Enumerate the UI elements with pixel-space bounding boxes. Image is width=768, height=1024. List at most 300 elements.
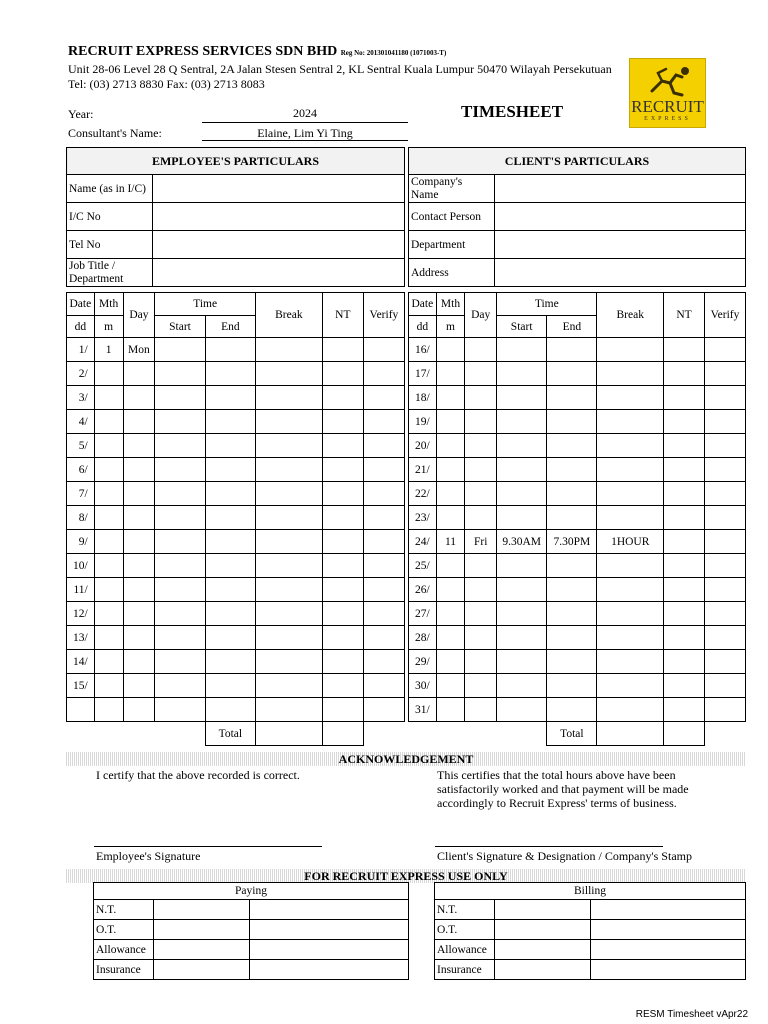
start-time-cell[interactable] — [155, 362, 205, 386]
ack-employee-text: I certify that the above recorded is correct. — [96, 768, 300, 782]
end-time-cell[interactable] — [547, 386, 597, 410]
nt-cell[interactable] — [322, 674, 363, 698]
paying-row-label: Allowance — [94, 940, 154, 960]
nt-cell[interactable] — [322, 602, 363, 626]
verify-cell[interactable] — [363, 650, 404, 674]
verify-cell[interactable] — [705, 458, 746, 482]
start-time-cell[interactable] — [497, 626, 547, 650]
verify-cell[interactable] — [705, 698, 746, 722]
weekday-cell[interactable] — [123, 458, 155, 482]
verify-cell[interactable] — [363, 338, 404, 362]
weekday-cell[interactable] — [465, 602, 497, 626]
start-time-cell[interactable] — [497, 698, 547, 722]
end-time-cell[interactable] — [205, 602, 255, 626]
break-cell[interactable] — [256, 458, 323, 482]
end-time-cell[interactable] — [205, 626, 255, 650]
weekday-cell[interactable] — [123, 674, 155, 698]
total-nt-cell[interactable] — [322, 722, 363, 746]
end-time-cell[interactable] — [205, 458, 255, 482]
billing-row-label: Insurance — [435, 960, 495, 980]
weekday-cell[interactable] — [465, 578, 497, 602]
verify-cell[interactable] — [363, 554, 404, 578]
end-time-cell[interactable] — [205, 650, 255, 674]
month-cell[interactable] — [94, 482, 123, 506]
right-col-break: Break — [597, 293, 664, 338]
start-time-cell[interactable] — [155, 338, 205, 362]
page-title: TIMESHEET — [461, 102, 564, 121]
table-row — [67, 506, 405, 530]
nt-cell[interactable] — [664, 506, 705, 530]
end-time-cell[interactable] — [547, 626, 597, 650]
weekday-cell[interactable] — [123, 602, 155, 626]
nt-cell[interactable] — [664, 578, 705, 602]
end-time-cell[interactable]: 7.30PM — [547, 530, 597, 554]
break-cell[interactable] — [597, 578, 664, 602]
table-row — [409, 506, 746, 530]
billing-cell[interactable] — [591, 900, 746, 920]
month-cell[interactable]: 1 — [94, 338, 123, 362]
start-time-cell[interactable] — [497, 650, 547, 674]
nt-cell[interactable] — [322, 434, 363, 458]
end-time-cell[interactable] — [547, 482, 597, 506]
left-col-time: Time — [155, 293, 256, 316]
verify-cell[interactable] — [363, 698, 404, 722]
verify-cell[interactable] — [705, 626, 746, 650]
end-time-cell[interactable] — [547, 506, 597, 530]
break-cell[interactable] — [256, 554, 323, 578]
nt-cell[interactable] — [322, 338, 363, 362]
end-time-cell[interactable] — [205, 338, 255, 362]
start-time-cell[interactable] — [497, 674, 547, 698]
end-time-cell[interactable] — [547, 650, 597, 674]
end-time-cell[interactable] — [547, 458, 597, 482]
weekday-cell[interactable] — [465, 386, 497, 410]
client-department-cell[interactable] — [495, 231, 746, 259]
nt-cell[interactable] — [664, 554, 705, 578]
weekday-cell[interactable]: Fri — [465, 530, 497, 554]
end-time-cell[interactable] — [205, 554, 255, 578]
month-cell[interactable] — [94, 602, 123, 626]
nt-cell[interactable] — [664, 602, 705, 626]
month-cell[interactable] — [436, 506, 465, 530]
company-address: Unit 28-06 Level 28 Q Sentral, 2A Jalan Stesen Sentral 2, KL Sentral Kuala Lumpur 50470 Wilayah Persekutuan — [68, 62, 612, 76]
client-contact-cell[interactable] — [495, 203, 746, 231]
office-bar — [66, 869, 746, 883]
start-time-cell[interactable] — [155, 482, 205, 506]
weekday-cell[interactable] — [123, 410, 155, 434]
weekday-cell[interactable] — [123, 650, 155, 674]
employee-signature-line[interactable] — [94, 846, 322, 847]
total-break-cell[interactable] — [597, 722, 664, 746]
nt-cell[interactable] — [664, 530, 705, 554]
weekday-cell[interactable] — [465, 506, 497, 530]
nt-cell[interactable] — [322, 386, 363, 410]
month-cell[interactable] — [436, 602, 465, 626]
company-name — [68, 44, 446, 60]
nt-cell[interactable] — [664, 362, 705, 386]
weekday-cell[interactable] — [123, 362, 155, 386]
break-cell[interactable] — [256, 602, 323, 626]
break-cell[interactable] — [256, 626, 323, 650]
break-cell[interactable] — [597, 410, 664, 434]
verify-cell[interactable] — [363, 674, 404, 698]
month-cell[interactable] — [94, 386, 123, 410]
ack-bar — [66, 752, 746, 766]
paying-cell[interactable] — [250, 940, 409, 960]
end-time-cell[interactable] — [547, 602, 597, 626]
month-cell[interactable] — [436, 674, 465, 698]
break-cell[interactable] — [597, 458, 664, 482]
billing-cell[interactable] — [591, 940, 746, 960]
start-time-cell[interactable] — [155, 434, 205, 458]
table-row — [409, 698, 746, 722]
left-col-nt: NT — [322, 293, 363, 338]
start-time-cell[interactable] — [497, 554, 547, 578]
nt-cell[interactable] — [664, 410, 705, 434]
month-cell[interactable] — [94, 530, 123, 554]
table-row — [67, 578, 405, 602]
month-cell[interactable] — [436, 698, 465, 722]
start-time-cell[interactable] — [155, 650, 205, 674]
client-address-cell[interactable] — [495, 259, 746, 287]
billing-cell[interactable] — [495, 940, 591, 960]
weekday-cell[interactable] — [465, 698, 497, 722]
break-cell[interactable] — [597, 698, 664, 722]
day-number-cell: 16/ — [409, 338, 437, 362]
month-cell[interactable] — [436, 458, 465, 482]
weekday-cell[interactable] — [123, 554, 155, 578]
left-col-m: m — [94, 316, 123, 338]
break-cell[interactable] — [597, 506, 664, 530]
start-time-cell[interactable] — [155, 458, 205, 482]
start-time-cell[interactable] — [497, 338, 547, 362]
weekday-cell[interactable] — [465, 362, 497, 386]
break-cell[interactable] — [256, 674, 323, 698]
month-cell[interactable] — [436, 626, 465, 650]
start-time-cell[interactable] — [155, 674, 205, 698]
client-particulars-table — [408, 147, 746, 287]
start-time-cell[interactable] — [497, 362, 547, 386]
month-cell[interactable] — [94, 554, 123, 578]
day-number-cell: 26/ — [409, 578, 437, 602]
weekday-cell[interactable] — [123, 626, 155, 650]
end-time-cell[interactable] — [205, 578, 255, 602]
break-cell[interactable] — [597, 674, 664, 698]
nt-cell[interactable] — [664, 650, 705, 674]
start-time-cell[interactable] — [497, 482, 547, 506]
employee-job-cell[interactable] — [153, 259, 405, 287]
end-time-cell[interactable] — [547, 362, 597, 386]
month-cell[interactable] — [94, 650, 123, 674]
paying-cell[interactable] — [250, 960, 409, 980]
end-time-cell[interactable] — [547, 434, 597, 458]
break-cell[interactable] — [597, 338, 664, 362]
start-time-cell[interactable] — [155, 698, 205, 722]
consultant-underline — [202, 124, 408, 141]
start-time-cell[interactable] — [155, 530, 205, 554]
nt-cell[interactable] — [322, 362, 363, 386]
billing-cell[interactable] — [495, 960, 591, 980]
month-cell[interactable] — [94, 698, 123, 722]
day-number-cell: 24/ — [409, 530, 437, 554]
break-cell[interactable] — [256, 410, 323, 434]
break-cell[interactable] — [256, 698, 323, 722]
verify-cell[interactable] — [363, 410, 404, 434]
client-signature-line[interactable] — [435, 846, 663, 847]
break-cell[interactable] — [597, 386, 664, 410]
verify-cell[interactable] — [363, 482, 404, 506]
paying-cell[interactable] — [154, 900, 250, 920]
nt-cell[interactable] — [664, 458, 705, 482]
day-number-cell: 20/ — [409, 434, 437, 458]
break-cell[interactable] — [597, 362, 664, 386]
day-number-cell: 4/ — [67, 410, 95, 434]
left-col-date: Date — [67, 293, 95, 316]
verify-cell[interactable] — [705, 650, 746, 674]
nt-cell[interactable] — [322, 506, 363, 530]
end-time-cell[interactable] — [547, 338, 597, 362]
verify-cell[interactable] — [705, 506, 746, 530]
table-row — [409, 578, 746, 602]
nt-cell[interactable] — [664, 386, 705, 410]
weekday-cell[interactable] — [465, 410, 497, 434]
start-time-cell[interactable]: 9.30AM — [497, 530, 547, 554]
verify-cell[interactable] — [363, 434, 404, 458]
total-break-cell[interactable] — [256, 722, 323, 746]
consultant-value[interactable]: Elaine, Lim Yi Ting — [257, 126, 353, 140]
month-cell[interactable] — [436, 410, 465, 434]
month-cell[interactable] — [436, 338, 465, 362]
paying-cell[interactable] — [250, 920, 409, 940]
verify-cell[interactable] — [705, 410, 746, 434]
start-time-cell[interactable] — [497, 410, 547, 434]
weekday-cell[interactable]: Mon — [123, 338, 155, 362]
table-row — [67, 674, 405, 698]
start-time-cell[interactable] — [155, 386, 205, 410]
end-time-cell[interactable] — [205, 434, 255, 458]
month-cell[interactable] — [436, 578, 465, 602]
end-time-cell[interactable] — [205, 362, 255, 386]
end-time-cell[interactable] — [547, 578, 597, 602]
right-col-m: m — [436, 316, 465, 338]
billing-cell[interactable] — [591, 960, 746, 980]
start-time-cell[interactable] — [497, 434, 547, 458]
year-value[interactable]: 2024 — [293, 106, 317, 120]
weekday-cell[interactable] — [123, 434, 155, 458]
start-time-cell[interactable] — [155, 410, 205, 434]
billing-cell[interactable] — [495, 900, 591, 920]
weekday-cell[interactable] — [123, 386, 155, 410]
break-cell[interactable] — [597, 482, 664, 506]
month-cell[interactable] — [436, 386, 465, 410]
weekday-cell[interactable] — [465, 338, 497, 362]
paying-cell[interactable] — [154, 920, 250, 940]
month-cell[interactable] — [436, 434, 465, 458]
month-cell[interactable] — [436, 554, 465, 578]
verify-cell[interactable] — [705, 602, 746, 626]
paying-cell[interactable] — [250, 900, 409, 920]
nt-cell[interactable] — [322, 626, 363, 650]
client-company-cell[interactable] — [495, 175, 746, 203]
nt-cell[interactable] — [664, 434, 705, 458]
nt-cell[interactable] — [322, 530, 363, 554]
start-time-cell[interactable] — [155, 602, 205, 626]
start-time-cell[interactable] — [155, 554, 205, 578]
verify-cell[interactable] — [705, 362, 746, 386]
nt-cell[interactable] — [664, 674, 705, 698]
employee-name-cell[interactable] — [153, 175, 405, 203]
verify-cell[interactable] — [705, 554, 746, 578]
end-time-cell[interactable] — [205, 698, 255, 722]
verify-cell[interactable] — [363, 602, 404, 626]
table-row — [67, 650, 405, 674]
month-cell[interactable] — [94, 506, 123, 530]
weekday-cell[interactable] — [465, 650, 497, 674]
office-heading: FOR RECRUIT EXPRESS USE ONLY — [304, 869, 508, 883]
weekday-cell[interactable] — [465, 482, 497, 506]
billing-cell[interactable] — [495, 920, 591, 940]
break-cell[interactable] — [597, 650, 664, 674]
start-time-cell[interactable] — [497, 386, 547, 410]
employee-tel-cell[interactable] — [153, 231, 405, 259]
weekday-cell[interactable] — [465, 434, 497, 458]
verify-cell[interactable] — [363, 626, 404, 650]
month-cell[interactable] — [94, 674, 123, 698]
end-time-cell[interactable] — [205, 386, 255, 410]
start-time-cell[interactable] — [155, 506, 205, 530]
weekday-cell[interactable] — [465, 626, 497, 650]
end-time-cell[interactable] — [547, 554, 597, 578]
nt-cell[interactable] — [322, 554, 363, 578]
month-cell[interactable] — [436, 650, 465, 674]
month-cell[interactable] — [436, 482, 465, 506]
break-cell[interactable] — [597, 554, 664, 578]
nt-cell[interactable] — [322, 458, 363, 482]
nt-cell[interactable] — [664, 626, 705, 650]
verify-cell[interactable] — [705, 434, 746, 458]
month-cell[interactable] — [94, 626, 123, 650]
weekday-cell[interactable] — [123, 578, 155, 602]
verify-cell[interactable] — [363, 362, 404, 386]
total-nt-cell[interactable] — [664, 722, 705, 746]
break-cell[interactable] — [256, 578, 323, 602]
end-time-cell[interactable] — [205, 410, 255, 434]
day-number-cell: 5/ — [67, 434, 95, 458]
table-row — [409, 650, 746, 674]
month-cell[interactable] — [94, 458, 123, 482]
weekday-cell[interactable] — [465, 458, 497, 482]
start-time-cell[interactable] — [497, 458, 547, 482]
verify-cell[interactable] — [363, 386, 404, 410]
verify-cell[interactable] — [363, 458, 404, 482]
nt-cell[interactable] — [322, 482, 363, 506]
billing-cell[interactable] — [591, 920, 746, 940]
weekday-cell[interactable] — [123, 482, 155, 506]
break-cell[interactable] — [256, 362, 323, 386]
verify-cell[interactable] — [705, 386, 746, 410]
weekday-cell[interactable] — [123, 698, 155, 722]
client-field-label: Department — [409, 231, 495, 259]
break-cell[interactable] — [256, 650, 323, 674]
nt-cell[interactable] — [322, 578, 363, 602]
end-time-cell[interactable] — [205, 530, 255, 554]
billing-table — [434, 882, 746, 980]
paying-cell[interactable] — [154, 940, 250, 960]
nt-cell[interactable] — [664, 698, 705, 722]
day-number-cell: 6/ — [67, 458, 95, 482]
break-cell[interactable] — [597, 626, 664, 650]
nt-cell[interactable] — [322, 698, 363, 722]
verify-cell[interactable] — [705, 530, 746, 554]
start-time-cell[interactable] — [497, 578, 547, 602]
paying-row-label: Insurance — [94, 960, 154, 980]
nt-cell[interactable] — [322, 650, 363, 674]
table-row — [409, 386, 746, 410]
paying-label: Paying — [94, 883, 409, 900]
end-time-cell[interactable] — [547, 698, 597, 722]
verify-cell[interactable] — [363, 578, 404, 602]
verify-cell[interactable] — [363, 530, 404, 554]
break-cell[interactable]: 1HOUR — [597, 530, 664, 554]
month-cell[interactable] — [94, 362, 123, 386]
end-time-cell[interactable] — [547, 410, 597, 434]
verify-cell[interactable] — [705, 482, 746, 506]
break-cell[interactable] — [256, 338, 323, 362]
paying-cell[interactable] — [154, 960, 250, 980]
month-cell[interactable] — [94, 434, 123, 458]
weekday-cell[interactable] — [123, 506, 155, 530]
break-cell[interactable] — [256, 434, 323, 458]
month-cell[interactable] — [94, 578, 123, 602]
end-time-cell[interactable] — [205, 482, 255, 506]
verify-cell[interactable] — [705, 338, 746, 362]
month-cell[interactable]: 11 — [436, 530, 465, 554]
verify-cell[interactable] — [705, 674, 746, 698]
employee-ic-cell[interactable] — [153, 203, 405, 231]
runner-icon — [630, 59, 705, 99]
nt-cell[interactable] — [664, 338, 705, 362]
break-cell[interactable] — [597, 434, 664, 458]
start-time-cell[interactable] — [497, 506, 547, 530]
total-label: Total — [547, 722, 597, 746]
month-cell[interactable] — [94, 410, 123, 434]
weekday-cell[interactable] — [465, 674, 497, 698]
start-time-cell[interactable] — [155, 626, 205, 650]
month-cell[interactable] — [436, 362, 465, 386]
break-cell[interactable] — [597, 602, 664, 626]
verify-cell[interactable] — [363, 506, 404, 530]
end-time-cell[interactable] — [205, 506, 255, 530]
end-time-cell[interactable] — [547, 674, 597, 698]
company-reg-no: Reg No: 201301041180 (1071003-T) — [340, 49, 447, 57]
paying-row-label: O.T. — [94, 920, 154, 940]
nt-cell[interactable] — [664, 482, 705, 506]
weekday-cell[interactable] — [123, 530, 155, 554]
weekday-cell[interactable] — [465, 554, 497, 578]
day-number-cell: 23/ — [409, 506, 437, 530]
verify-cell[interactable] — [705, 578, 746, 602]
break-cell[interactable] — [256, 530, 323, 554]
employee-field-label: Name (as in I/C) — [67, 175, 153, 203]
break-cell[interactable] — [256, 386, 323, 410]
break-cell[interactable] — [256, 506, 323, 530]
nt-cell[interactable] — [322, 410, 363, 434]
start-time-cell[interactable] — [155, 578, 205, 602]
start-time-cell[interactable] — [497, 602, 547, 626]
end-time-cell[interactable] — [205, 674, 255, 698]
break-cell[interactable] — [256, 482, 323, 506]
day-number-cell: 28/ — [409, 626, 437, 650]
